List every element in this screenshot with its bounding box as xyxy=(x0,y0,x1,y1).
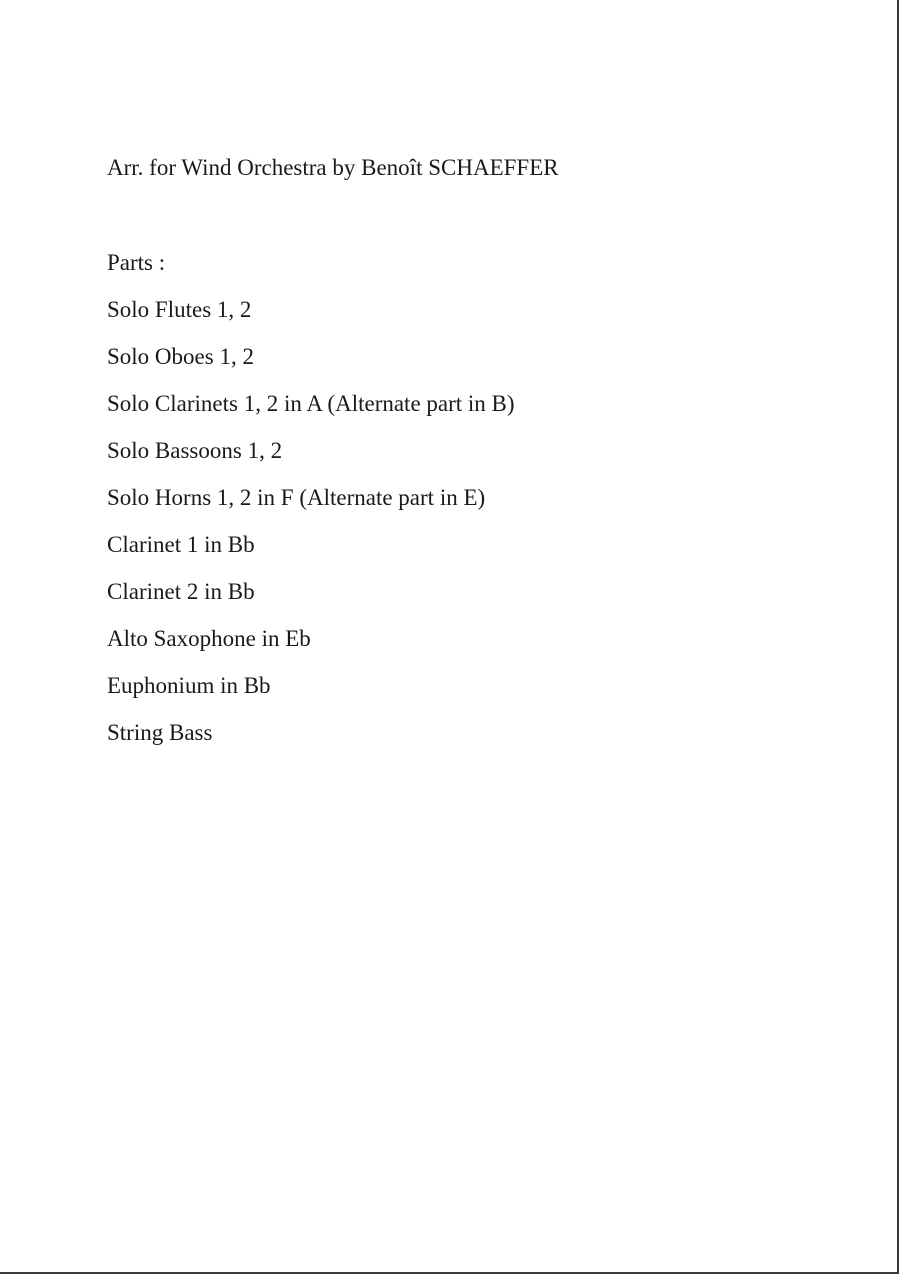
part-item: Euphonium in Bb xyxy=(107,673,271,698)
part-item: Solo Oboes 1, 2 xyxy=(107,344,254,369)
part-item: Clarinet 2 in Bb xyxy=(107,579,255,604)
part-item: Solo Clarinets 1, 2 in A (Alternate part in B) xyxy=(107,391,515,416)
part-item: Clarinet 1 in Bb xyxy=(107,532,255,557)
parts-heading: Parts : xyxy=(107,250,166,275)
arranger-credit: Arr. for Wind Orchestra by Benoît SCHAEFFER xyxy=(107,155,559,180)
part-item: Solo Flutes 1, 2 xyxy=(107,297,252,322)
part-item: Alto Saxophone in Eb xyxy=(107,626,311,651)
part-item: Solo Bassoons 1, 2 xyxy=(107,438,283,463)
part-item: Solo Horns 1, 2 in F (Alternate part in E) xyxy=(107,485,486,510)
part-item: String Bass xyxy=(107,720,213,745)
parts-list xyxy=(107,296,515,766)
